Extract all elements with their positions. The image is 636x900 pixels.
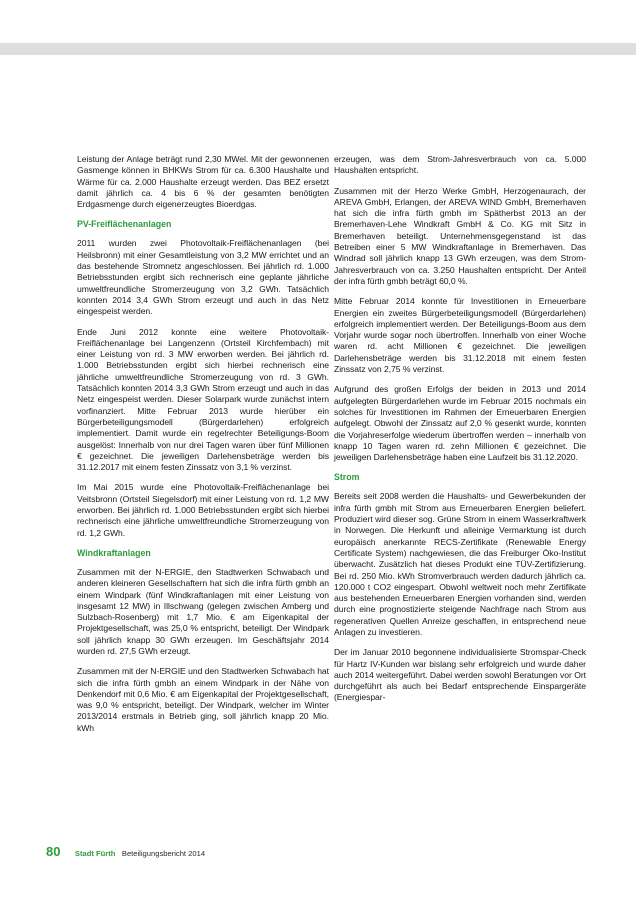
paragraph: Bereits seit 2008 werden die Haushalts- und Gewerbekunden der infra fürth gmbh mit Strom aus Erneuerbaren Energien beliefert. Produziert wird dieser sog. Grüne Strom in einem Wasserkraftwerk in Norwegen. Die Herkunft und alleinige Vermarktung ist durch europäisch anerkannte RECS-Zertifikate (Renewable Energy Certificate System) nachgewiesen, die das Freiburger Öko-Institut überwacht. Zusätzlich hat dieses Produkt eine TÜV-Zertifizierung. Bei rd. 250 Mio. kWh Stromverbrauch werden dadurch jährlich ca. 120.000 t CO2 eingespart. Obwohl weltweit noch mehr Zertifikate aus bestehenden Erneuerbaren Energien vorhanden sind, werden durch eine prognostizierte steigende Nachfrage nach Strom aus regenerativen Quellen Anreize geschaffen, in entsprechend neue Anlagen zu investieren. bbox=[334, 491, 586, 637]
left-column bbox=[77, 154, 329, 743]
paragraph: Im Mai 2015 wurde eine Photovoltaik-Freiflächenanlage bei Veitsbronn (Ortsteil Siegelsdorf) mit einer Leistung von rd. 1,2 MW erworben. Bei jährlich rd. 1.000 Betriebsstunden ergibt sich hierbei rechnerisch eine jährliche umweltfreundliche Stromerzeugung von rd. 1,2 GWh. bbox=[77, 482, 329, 538]
paragraph: Zusammen mit der N-ERGIE und den Stadtwerken Schwabach hat sich die infra fürth gmbh an einem Windpark in der Nähe von Denkendorf mit 0,6 Mio. € am Eigenkapital der Projektgesellschaft, was 9,0 % entspricht, beteiligt. Der Windpark, welcher im Winter 2013/2014 erstmals in Betrieb ging, soll jährlich knapp 20 Mio. kWh bbox=[77, 666, 329, 733]
footer-brand: Stadt Fürth bbox=[74, 849, 116, 858]
paragraph: Zusammen mit der Herzo Werke GmbH, Herzogenaurach, der AREVA GmbH, Erlangen, der AREVA WIND GmbH, Bremerhaven hat sich die infra fürth gmbh im Spätherbst 2013 an der Bremerhaven-Lehe Windkraft GmbH & Co. KG mit Sitz in Bremerhaven beteiligt. Unternehmensgegenstand ist das Betreiben einer 5 MW Windkraftanlage in Bremerhaven. Das Windrad soll jährlich knapp 13 GWh erzeugen, was dem Strom-Jahresverbrauch von ca. 3.250 Haushalten entspricht. Der Anteil der infra fürth gmbh beträgt 60,0 %. bbox=[334, 185, 586, 286]
section-heading-wind: Windkraftanlagen bbox=[77, 547, 151, 558]
top-band bbox=[0, 43, 636, 55]
page-number: 80 bbox=[46, 844, 61, 859]
paragraph: 2011 wurden zwei Photovoltaik-Freiflächenanlagen (bei Heilsbronn) mit einer Gesamtleistung von 3,2 MW errichtet und an das bestehende Stromnetz angeschlossen. Bei jährlich rd. 1.000 Betriebsstunden ergibt sich rechnerisch eine geplante jährliche umweltfreundliche Stromerzeugung von 3,2 GWh. Tatsächlich konnten 2014 3,4 GWh Strom erzeugt und auch in das Netz eingespeist werden. bbox=[77, 238, 329, 317]
paragraph: Leistung der Anlage beträgt rund 2,30 MWel. Mit der gewonnenen Gasmenge können in BHKWs Strom für ca. 6.300 Haushalte und Wärme für ca. 2.000 Haushalte erzeugt werden. Das BEZ ersetzt damit jährlich ca. 4 bis 6 % der gesamten benötigten Erdgasmenge durch eigenerzeugtes Bioerdgas. bbox=[77, 154, 329, 210]
footer-report-title: Beteiligungsbericht 2014 bbox=[121, 849, 206, 858]
paragraph: Mitte Februar 2014 konnte für Investitionen in Erneuerbare Energien ein zweites Bürgerbeteiligungsmodell (Bürgerdarlehen) erfolgreich implementiert werden. Der Beteiligungs-Boom aus dem Vorjahr wurde sogar noch übertroffen. Innerhalb von einer Woche waren rd. acht Millionen € gezeichnet. Die jeweiligen Darlehensbeträge werden bis 31.12.2018 mit einem festen Zinssatz von 2,75 % verzinst. bbox=[334, 296, 586, 375]
paragraph: Aufgrund des großen Erfolgs der beiden in 2013 und 2014 aufgelegten Bürgerdarlehen wurde im Februar 2015 nochmals ein solches für Investitionen im Rahmen der Erneuerbaren Energien aufgelegt. Obwohl der Zinssatz auf 2,0 % gesenkt wurde, konnten die Vorjahreserfolge wiederum übertroffen werden – innerhalb von knapp 10 Tagen waren rd. zehn Millionen € gezeichnet. Die jeweiligen Darlehensbeträge haben eine Laufzeit bis 31.12.2020. bbox=[334, 384, 586, 463]
section-heading-strom: Strom bbox=[334, 472, 360, 483]
paragraph: erzeugen, was dem Strom-Jahresverbrauch von ca. 5.000 Haushalten entspricht. bbox=[334, 154, 586, 176]
right-column bbox=[334, 154, 586, 713]
paragraph: Zusammen mit der N-ERGIE, den Stadtwerken Schwabach und anderen kleineren Gesellschaftern hat sich die infra fürth gmbh an einem Windpark (fünf Windkraftanlagen mit einer Leistung von insgesamt 12 MW) in Illschwang (gelegen zwischen Amberg und Sulzbach-Rosenberg) mit 1,7 Mio. € am Eigenkapital der Projektgesellschaft, was 25,0 % entspricht, beteiligt. Der Windpark soll jährlich knapp 30 GWh erzeugen. Im Geschäftsjahr 2014 wurden rd. 27,5 GWh erzeugt. bbox=[77, 566, 329, 656]
paragraph: Ende Juni 2012 konnte eine weitere Photovoltaik-Freiflächenanlage bei Langenzenn (Ortsteil Kirchfembach) mit einer Leistung von rd. 3 MW erworben werden. Bei jährlich rd. 1.000 Betriebsstunden ergibt sich hierbei rechnerisch eine jährliche umweltfreundliche Stromerzeugung von rd. 3 GWh. Tatsächlich konnten 2014 3,3 GWh Strom erzeugt und auch in das Netz eingespeist werden. Dieser Solarpark wurde zunächst intern vorfinanziert. Mitte Februar 2013 wurde hierüber ein Bürgerbeteiligungsmodell (Bürgerdarlehen) erfolgreich implementiert. Damit wurde ein regelrechter Beteiligungs-Boom ausgelöst: Innerhalb von nur drei Tagen waren über fünf Millionen € gezeichnet. Die jeweiligen Darlehensbeträge werden bis 31.12.2017 mit einem festen Zinssatz von 3,1 % verzinst. bbox=[77, 326, 329, 473]
page-footer bbox=[46, 843, 205, 861]
paragraph: Der im Januar 2010 begonnene individualisierte Stromspar-Check für Hartz IV-Kunden war bislang sehr erfolgreich und wurde daher auch 2014 weitergeführt. Dabei werden sowohl Beratungen vor Ort durchgeführt als auch bei Bedarf entsprechende Einspargeräte (Energiespar- bbox=[334, 647, 586, 703]
section-heading-pv: PV-Freiflächenanlagen bbox=[77, 219, 172, 230]
